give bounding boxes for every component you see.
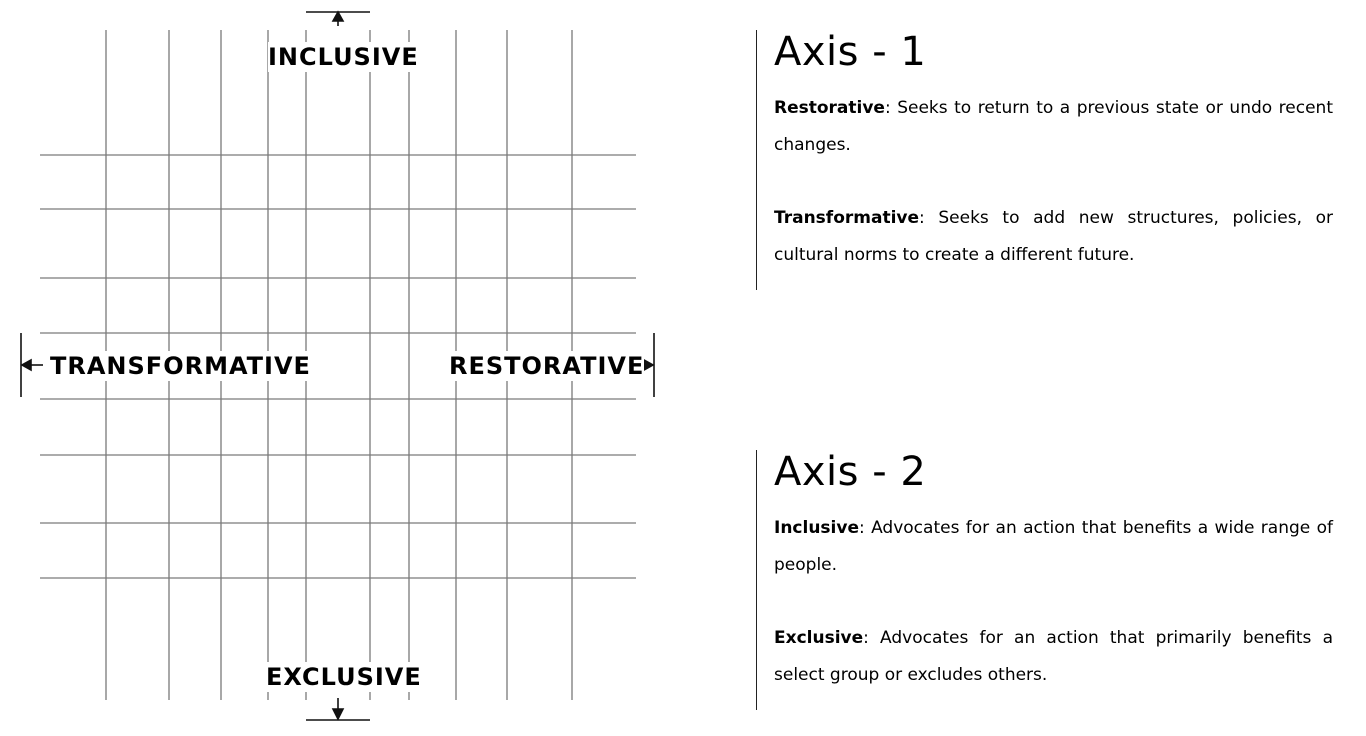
right-arrow-head [644, 360, 653, 370]
axis-2-item-inclusive [774, 510, 1333, 584]
axis-1-item-transformative [774, 200, 1333, 274]
inclusive-label: INCLUSIVE [268, 43, 419, 71]
exclusive-definition: : Advocates for an action that primarily benefits a select group or excludes others. [774, 628, 1333, 685]
inclusive-term: Inclusive [774, 518, 859, 538]
restorative-definition: : Seeks to return to a previous state or undo recent changes. [774, 98, 1333, 155]
axis-1-panel [756, 30, 1333, 290]
axis-2-title: Axis - 2 [774, 449, 927, 495]
exclusive-label: EXCLUSIVE [266, 663, 422, 691]
transformative-label: TRANSFORMATIVE [50, 351, 315, 381]
inclusive-definition: : Advocates for an action that benefits a wide range of people. [774, 518, 1333, 575]
transformative-term: Transformative [774, 208, 920, 228]
axis-2-item-exclusive [774, 620, 1333, 694]
axis-1-item-restorative [774, 90, 1333, 164]
top-arrow-head [333, 12, 343, 21]
bottom-arrow-head [333, 709, 343, 719]
restorative-term: Restorative [774, 98, 885, 118]
left-arrow-head [22, 360, 31, 370]
transformative-definition: : Seeks to add new structures, policies, or cultural norms to create a different future. [774, 208, 1333, 265]
restorative-label: RESTORATIVE [449, 352, 645, 380]
axis-2-panel [756, 450, 1333, 710]
exclusive-term: Exclusive [774, 628, 864, 648]
axis-1-title: Axis - 1 [774, 29, 927, 75]
